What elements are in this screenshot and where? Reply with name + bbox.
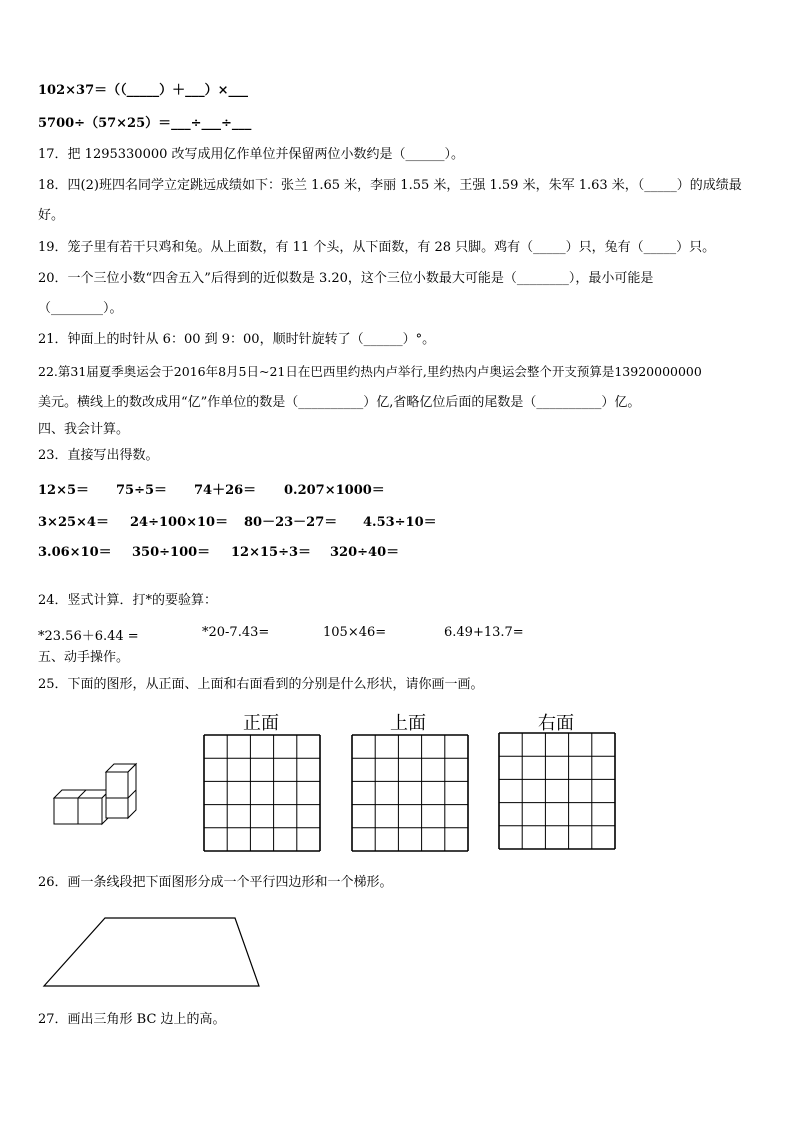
calc-item: 75÷5＝ (116, 483, 168, 498)
calc-item: 0.207×1000＝ (284, 483, 385, 498)
calc-item: 320÷40＝ (330, 545, 400, 560)
question-24: 24．竖式计算．打*的要验算： (38, 593, 218, 608)
calc-item: 12×15÷3＝ (231, 545, 312, 560)
question-26: 26．画一条线段把下面图形分成一个平行四边形和一个梯形。 (38, 875, 393, 890)
equation-line-2: 5700÷（57×25）＝___÷___÷___ (38, 116, 252, 131)
question-22-line-1: 22.第31届夏季奥运会于2016年8月5日~21日在巴西里约热内卢举行,里约热内卢奥运会整个开支预算是13920000000 (38, 364, 702, 379)
equation-line-1: 102×37＝（（_____）＋___）×___ (38, 83, 249, 98)
section-4-heading: 四、我会计算。 (38, 422, 130, 437)
question-20-line-2: （________）。 (38, 301, 123, 316)
vertical-calc-item: 6.49+13.7= (444, 625, 524, 640)
calc-item: 12×5＝ (38, 483, 90, 498)
cube-stack-figure (50, 760, 140, 830)
question-20-line-1: 20．一个三位小数“四舍五入”后得到的近似数是 3.20，这个三位小数最大可能是（________），最小可能是 (38, 271, 654, 286)
calc-item: 24÷100×10＝ (130, 515, 229, 530)
question-19: 19．笼子里有若干只鸡和兔。从上面数，有 11 个头，从下面数，有 28 只脚。鸡有（_____）只，兔有（_____）只。 (38, 240, 716, 255)
grid-title-top: 上面 (390, 713, 426, 734)
question-17: 17．把 1295330000 改写成用亿作单位并保留两位小数约是（______）。 (38, 147, 465, 162)
calc-item: 3.06×10＝ (38, 545, 112, 560)
calc-item: 74＋26＝ (194, 483, 257, 498)
calc-item: 3×25×4＝ (38, 515, 109, 530)
question-22-line-2: 美元。横线上的数改成用“亿”作单位的数是（__________）亿,省略亿位后面的尾数是（__________）亿。 (38, 395, 641, 410)
calc-item: 350÷100＝ (132, 545, 211, 560)
question-27: 27．画出三角形 BC 边上的高。 (38, 1012, 226, 1027)
vertical-calc-item: *20-7.43= (202, 625, 270, 640)
calc-item: 80－23－27＝ (244, 515, 338, 530)
section-5-heading: 五、动手操作。 (38, 650, 130, 665)
drawing-grid-front[interactable] (203, 734, 321, 852)
drawing-grid-right[interactable] (498, 732, 616, 850)
vertical-calc-item: *23.56＋6.44 = (38, 629, 139, 644)
question-21: 21．钟面上的时针从 6：00 到 9：00，顺时针旋转了（______）°。 (38, 332, 436, 347)
grid-title-right: 右面 (538, 713, 574, 734)
trapezoid-figure[interactable] (40, 915, 265, 990)
grid-title-front: 正面 (243, 713, 279, 734)
question-18-line-2: 好。 (38, 208, 65, 223)
question-18-line-1: 18．四(2)班四名同学立定跳远成绩如下：张兰 1.65 米，李丽 1.55 米，王强 1.59 米，朱军 1.63 米，（_____）的成绩最 (38, 178, 742, 193)
vertical-calc-item: 105×46= (323, 625, 387, 640)
question-23: 23．直接写出得数。 (38, 448, 159, 463)
drawing-grid-top[interactable] (351, 734, 469, 852)
calc-item: 4.53÷10＝ (363, 515, 437, 530)
question-25: 25．下面的图形，从正面、上面和右面看到的分别是什么形状，请你画一画。 (38, 677, 484, 692)
